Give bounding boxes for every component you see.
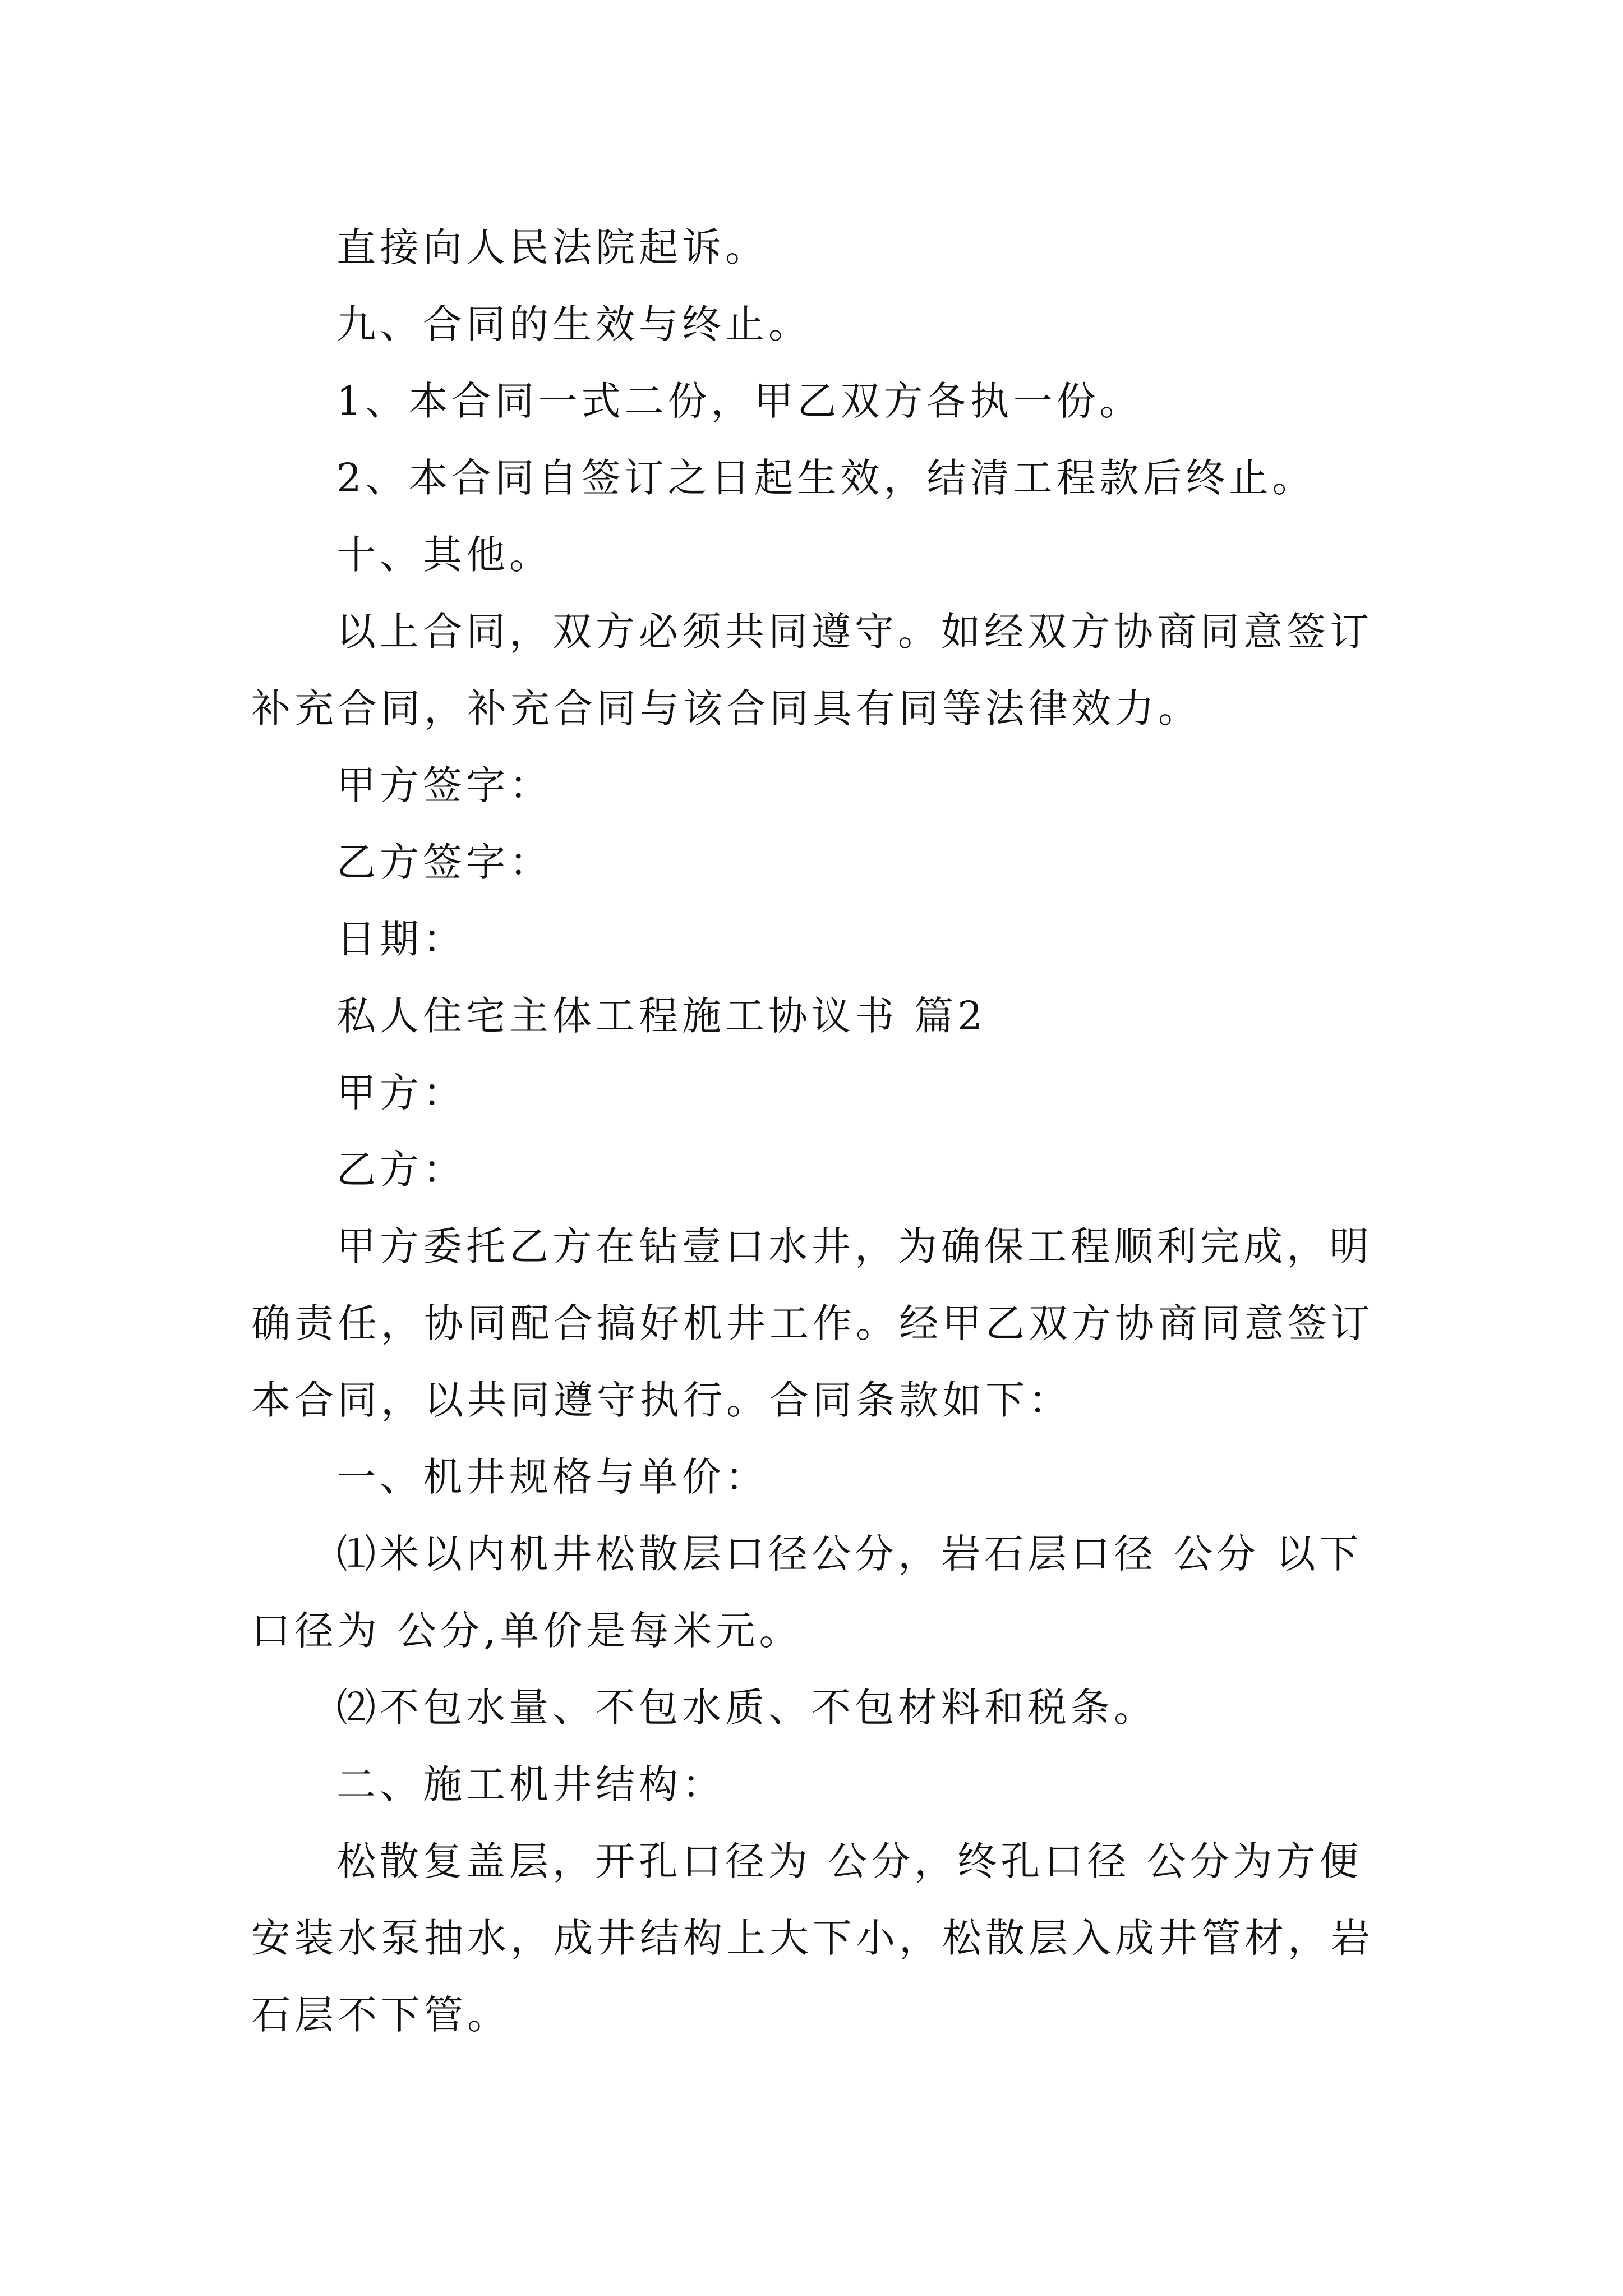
paragraph-compliance: 以上合同，双方必须共同遵守。如经双方协商同意签订补充合同，补充合同与该合同具有同等法律效力。 [251, 609, 1373, 731]
party-a-signature: 甲方签字： [336, 762, 552, 808]
document-body [251, 209, 1387, 2054]
party-a-line: 甲方： [336, 1070, 466, 1116]
paragraph-spec-1: ⑴米以内机井松散层口径公分，岩石层口径 公分 以下口径为 公分,单价是每米元。 [251, 1531, 1363, 1654]
section-title: 私人住宅主体工程施工协议书 篇2 [336, 993, 986, 1039]
heading-validity: 九、合同的生效与终止。 [336, 301, 811, 347]
paragraph-spec-2: ⑵不包水量、不包水质、不包材料和税条。 [336, 1685, 1157, 1731]
date-line: 日期： [336, 916, 466, 962]
heading-structure: 二、施工机井结构： [336, 1761, 725, 1807]
paragraph-lawsuit: 直接向人民法院起诉。 [336, 224, 768, 270]
party-b-signature: 乙方签字： [336, 839, 552, 885]
heading-other: 十、其他。 [336, 532, 552, 578]
paragraph-copies: 1、本合同一式二份，甲乙双方各执一份。 [336, 378, 1143, 424]
paragraph-intro: 甲方委托乙方在钻壹口水井，为确保工程顺利完成，明确责任，协同配合搞好机井工作。经甲乙双方协商同意签订本合同，以共同遵守执行。合同条款如下： [251, 1223, 1374, 1423]
paragraph-structure: 松散复盖层，开孔口径为 公分，终孔口径 公分为方便安装水泵抽水，成井结构上大下小，松散层入成井管材，岩石层不下管。 [251, 1838, 1374, 2038]
paragraph-effective: 2、本合同自签订之日起生效，结清工程款后终止。 [336, 455, 1316, 501]
party-b-line: 乙方： [336, 1147, 466, 1193]
heading-specs: 一、机井规格与单价： [336, 1454, 768, 1500]
